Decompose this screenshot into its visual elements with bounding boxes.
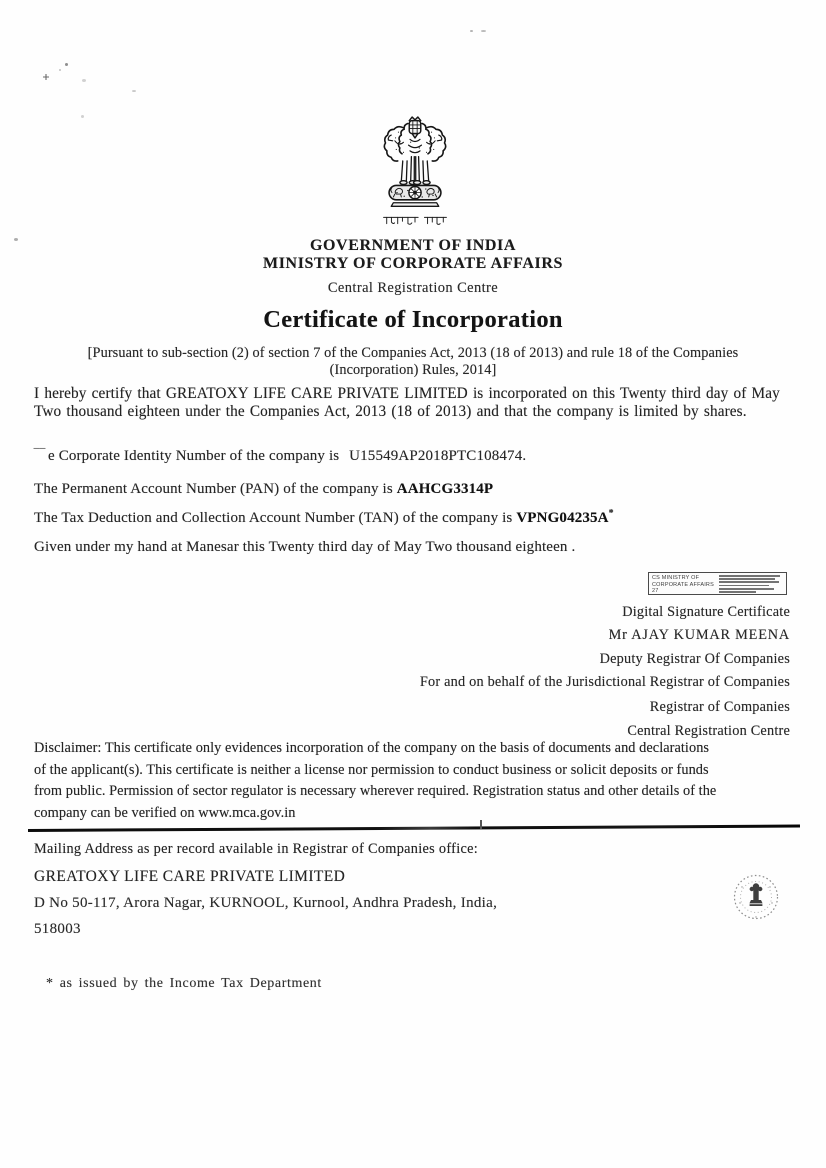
pan-value: AAHCG3314P	[396, 481, 494, 497]
signature-centre-line: Central Registration Centre	[627, 722, 790, 739]
signature-registrar-line: Registrar of Companies	[649, 698, 790, 715]
central-registration-centre-subheading: Central Registration Centre	[327, 280, 499, 296]
signature-on-behalf-line: For and on behalf of the Jurisdictional Registrar of Companies	[419, 674, 790, 691]
pan-label: The Permanent Account Number (PAN) of the company is	[34, 481, 393, 497]
round-emblem-seal-icon	[732, 873, 780, 921]
incorporation-statement-line-1: I hereby certify that GREATOXY LIFE CARE PRIVATE LIMITED is incorporated on this Twenty third day of May	[34, 385, 780, 402]
cin-value: U15549AP2018PTC108474.	[349, 448, 527, 464]
stamp-fine-print-line	[719, 588, 774, 590]
tan-label: The Tax Deduction and Collection Account Number (TAN) of the company is	[34, 510, 513, 526]
government-of-india-heading: GOVERNMENT OF INDIA	[309, 237, 517, 254]
cin-label: e Corporate Identity Number of the company is	[48, 448, 340, 464]
stamp-fine-print-line	[719, 591, 756, 593]
signatory-designation: Deputy Registrar Of Companies	[599, 650, 790, 667]
disclaimer-line-2: of the applicant(s). This certificate is neither a license nor permission to conduct business or solicit deposits or funds	[34, 761, 709, 778]
stamp-fine-print	[717, 573, 786, 594]
incorporation-statement-line-2: Two thousand eighteen under the Companies Act, 2013 (18 of 2013) and that the company is limited by shares.	[34, 403, 747, 420]
given-under-hand-line: Given under my hand at Manesar this Twenty third day of May Two thousand eighteen .	[34, 539, 576, 555]
mailing-address-heading: Mailing Address as per record available in Registrar of Companies office:	[34, 841, 479, 857]
pursuant-clause-line-2: (Incorporation) Rules, 2014]	[329, 362, 497, 378]
tan-value: VPNG04235A	[516, 510, 609, 526]
tan-footnote-marker: *	[608, 508, 614, 519]
pan-line	[34, 481, 493, 498]
ministry-of-corporate-affairs-heading: MINISTRY OF CORPORATE AFFAIRS	[263, 255, 563, 272]
disclaimer-paragraph	[34, 740, 716, 822]
satyameva-jayate-motto-icon	[381, 213, 449, 225]
company-pincode: 518003	[34, 921, 81, 937]
separator-rule	[28, 825, 800, 832]
stamp-fine-print-line	[719, 578, 775, 580]
scan-tick-mark	[480, 820, 482, 829]
disclaimer-line-1: Disclaimer: This certificate only evidences incorporation of the company on the basis of documents and declarations	[34, 740, 710, 756]
company-name: GREATOXY LIFE CARE PRIVATE LIMITED	[34, 868, 346, 885]
digital-signature-stamp	[648, 572, 787, 595]
signature-block	[420, 604, 790, 740]
signatory-name: Mr AJAY KUMAR MEENA	[608, 627, 790, 644]
stamp-authority-text	[649, 573, 717, 594]
certificate-title: Certificate of Incorporation	[263, 306, 563, 333]
stamp-fine-print-line	[719, 585, 769, 587]
national-emblem-icon	[379, 116, 451, 216]
stamp-fine-print-line	[719, 575, 780, 577]
tan-line	[34, 508, 614, 527]
signature-line-digital-certificate: Digital Signature Certificate	[622, 604, 790, 620]
cin-scan-artifact: ‾‾	[34, 448, 46, 464]
stamp-authority-line-1: CS MINISTRY OF	[652, 575, 700, 581]
disclaimer-line-4: company can be verified on www.mca.gov.in	[34, 804, 296, 821]
tan-footnote: * as issued by the Income Tax Department	[46, 976, 322, 991]
stamp-fine-print-line	[719, 581, 779, 583]
pursuant-clause-line-1: [Pursuant to sub-section (2) of section 7 of the Companies Act, 2013 (18 of 2013) and rule 18 of the Companies	[87, 345, 739, 361]
motto-text	[381, 213, 382, 214]
stamp-authority-line-2: CORPORATE AFFAIRS 27	[652, 581, 714, 594]
disclaimer-line-3: from public. Permission of sector regulator is necessary wherever required. Registration status and other details of the	[34, 783, 717, 800]
cin-line	[34, 448, 526, 465]
company-address-line: D No 50-117, Arora Nagar, KURNOOL, Kurnool, Andhra Pradesh, India,	[34, 895, 498, 911]
